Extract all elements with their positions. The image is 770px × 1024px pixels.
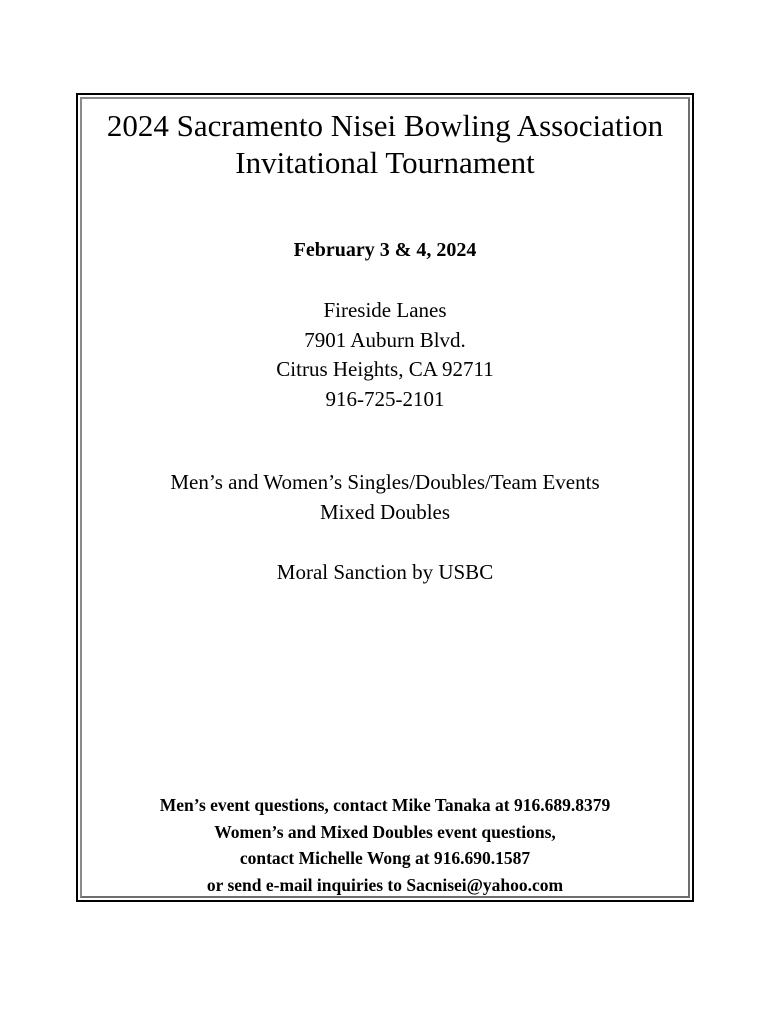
contact-line-2: Women’s and Mixed Doubles event questions,: [214, 821, 556, 842]
contact-line-1: Men’s event questions, contact Mike Tanaka at 916.689.8379: [159, 795, 611, 815]
events-block: [78, 468, 692, 527]
venue-city: Citrus Heights, CA 92711: [276, 357, 494, 381]
contact-info-block: [78, 792, 692, 898]
contact-line-4: or send e-mail inquiries to Sacnisei@yahoo.com: [206, 874, 564, 895]
events-line-1: Men’s and Women’s Singles/Doubles/Team Events: [170, 470, 600, 494]
tournament-dates: February 3 & 4, 2024: [293, 239, 477, 261]
venue-street: 7901 Auburn Blvd.: [304, 327, 466, 352]
venue-phone: 916-725-2101: [325, 386, 445, 411]
contact-line-3: contact Michelle Wong at 916.690.1587: [239, 848, 531, 868]
venue-name: Fireside Lanes: [323, 298, 447, 322]
title-line-2: Invitational Tournament: [235, 145, 535, 180]
venue-block: [78, 296, 692, 414]
flyer-border: [76, 93, 694, 902]
events-line-2: Mixed Doubles: [319, 499, 451, 524]
tournament-title: [78, 107, 692, 181]
sanction-text: Moral Sanction by USBC: [276, 560, 494, 584]
title-line-1: 2024 Sacramento Nisei Bowling Association: [106, 108, 664, 143]
